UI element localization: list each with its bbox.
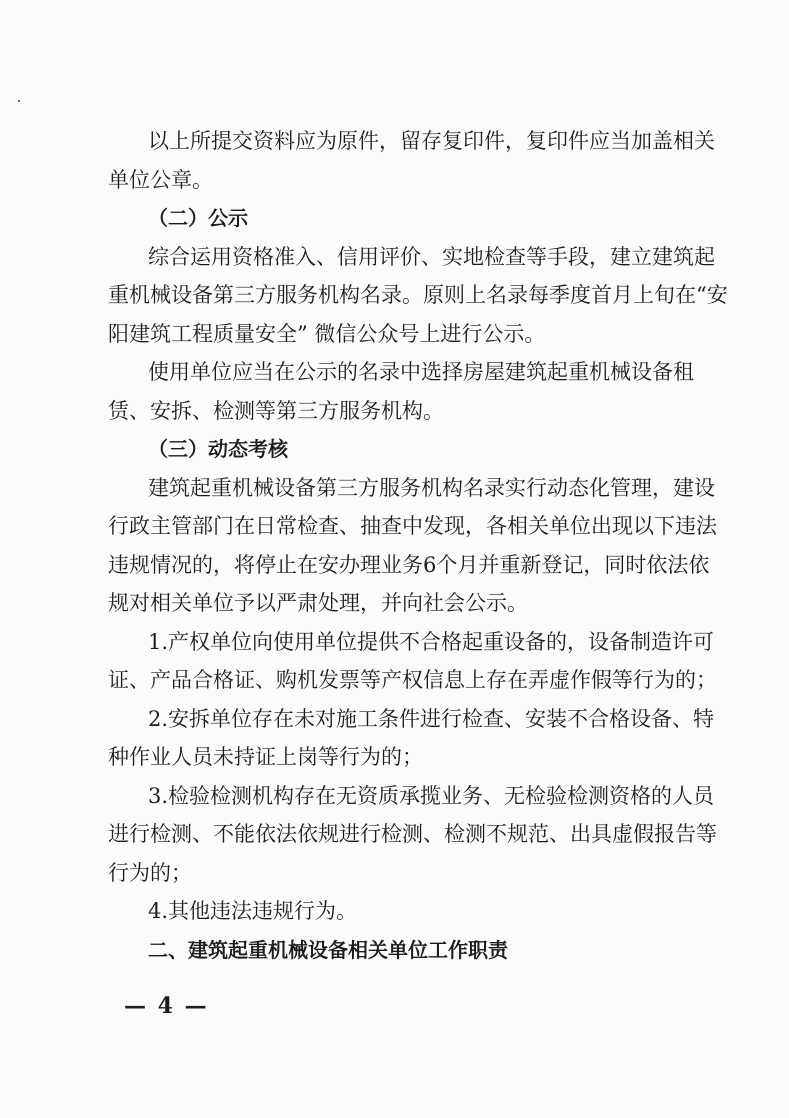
- list-item-line: 行为的；: [108, 860, 192, 885]
- section-heading-publicity: （二）公示: [148, 206, 248, 230]
- list-item-line: 3.检验检测机构存在无资质承揽业务、无检验检测资格的人员: [148, 783, 715, 808]
- paragraph-line: 赁、安拆、检测等第三方服务机构。: [108, 398, 444, 423]
- document-body: [108, 122, 728, 969]
- list-item-line: 进行检测、不能依法依规进行检测、检测不规范、出具虚假报告等: [108, 822, 717, 846]
- paragraph-line: 阳建筑工程质量安全” 微信公众号上进行公示。: [108, 321, 546, 346]
- list-item-line: 2.安拆单位存在未对施工条件进行检查、安装不合格设备、特: [148, 706, 715, 731]
- list-item-line: 1.产权单位向使用单位提供不合格起重设备的，设备制造许可: [148, 629, 715, 654]
- paragraph-line: 违规情况的，将停止在安办理业务6个月并重新登记，同时依法依: [108, 552, 710, 577]
- list-item-line: 种作业人员未持证上岗等行为的；: [108, 745, 423, 769]
- paragraph-line: 重机械设备第三方服务机构名录。原则上名录每季度首月上旬在“安: [108, 283, 728, 307]
- paragraph-line: 以上所提交资料应为原件，留存复印件，复印件应当加盖相关: [148, 129, 715, 153]
- paragraph-line: 综合运用资格准入、信用评价、实地检查等手段，建立建筑起: [148, 244, 715, 269]
- scan-speck: [18, 100, 20, 102]
- page-number: — 4 —: [124, 993, 209, 1019]
- list-item-line: 4.其他违法违规行为。: [148, 899, 358, 923]
- paragraph-line: 建筑起重机械设备第三方服务机构名录实行动态化管理，建设: [148, 475, 715, 500]
- list-item-line: 证、产品合格证、购机发票等产权信息上存在弄虚作假等行为的；: [108, 668, 717, 692]
- section-heading-dynamic-assessment: （三）动态考核: [148, 437, 288, 461]
- paragraph-line: 行政主管部门在日常检查、抽查中发现，各相关单位出现以下违法: [108, 514, 717, 538]
- chapter-heading-responsibilities: 二、建筑起重机械设备相关单位工作职责: [148, 937, 508, 962]
- paragraph-line: 规对相关单位予以严肃处理，并向社会公示。: [108, 591, 528, 615]
- paragraph-line: 单位公章。: [108, 167, 213, 192]
- paragraph-line: 使用单位应当在公示的名录中选择房屋建筑起重机械设备租: [148, 360, 694, 384]
